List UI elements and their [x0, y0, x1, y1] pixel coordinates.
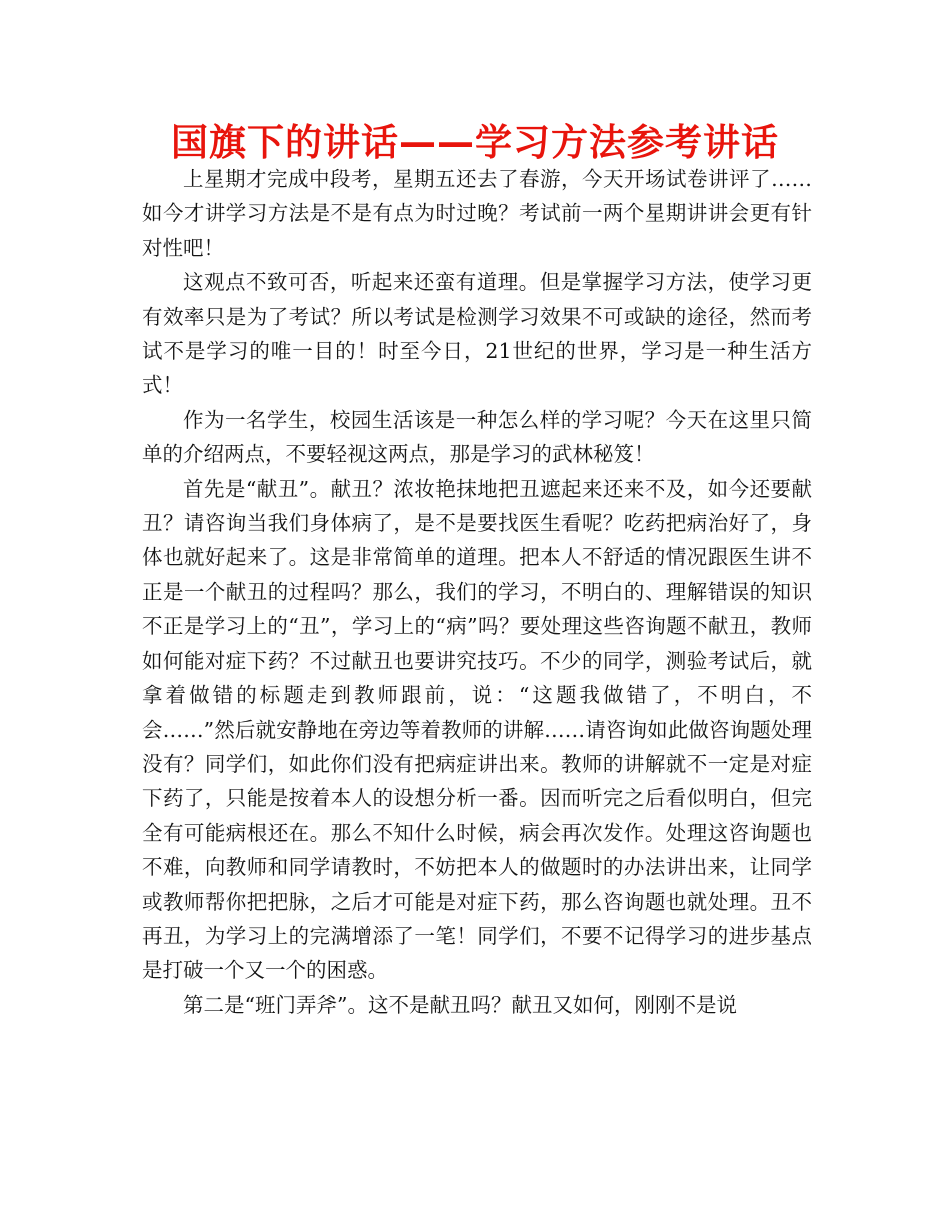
paragraph-3: 作为一名学生，校园生活该是一种怎么样的学习呢？今天在这里只简单的介绍两点，不要轻视这两点，那是学习的武林秘笈！ — [142, 407, 812, 467]
paragraph-2: 这观点不致可否，听起来还蛮有道理。但是掌握学习方法，使学习更有效率只是为了考试？所以考试是检测学习效果不可或缺的途径，然而考试不是学习的唯一目的！时至今日，21世纪的世界，学习是一种生活方式！ — [142, 270, 812, 398]
document-body — [142, 162, 812, 1022]
paragraph-5: 第二是“班门弄斧”。这不是献丑吗？献丑又如何，刚刚不是说 — [183, 992, 737, 1017]
page-title: 国旗下的讲话——学习方法参考讲话 — [171, 121, 779, 164]
paragraph-4: 首先是“献丑”。献丑？浓妆艳抹地把丑遮起来还来不及，如今还要献丑？请咨询当我们身体病了，是不是要找医生看呢？吃药把病治好了，身体也就好起来了。这是非常简单的道理。把本人不舒适的情况跟医生讲不正是一个献丑的过程吗？那么，我们的学习，不明白的、理解错误的知识不正是学习上的“丑”，学习上的“病”吗？要处理这些咨询题不献丑，教师如何能对症下药？不过献丑也要讲究技巧。不少的同学，测验考试后，就拿着做错的标题走到教师跟前，说：“这题我做错了，不明白，不会……”然后就安静地在旁边等着教师的讲解……请咨询如此做咨询题处理没有？同学们，如此你们没有把病症讲出来。教师的讲解就不一定是对症下药了，只能是按着本人的设想分析一番。因而听完之后看似明白，但完全有可能病根还在。那么不知什么时候，病会再次发作。处理这咨询题也不难，向教师和同学请教时，不妨把本人的做题时的办法讲出来，让同学或教师帮你把把脉，之后才可能是对症下药，那么咨询题也就处理。丑不再丑，为学习上的完满增添了一笔！同学们，不要不记得学习的进步基点是打破一个又一个的困惑。 — [142, 476, 812, 983]
paragraph-1: 上星期才完成中段考，星期五还去了春游，今天开场试卷讲评了……如今才讲学习方法是不是有点为时过晚？考试前一两个星期讲讲会更有针对性吧！ — [142, 167, 812, 260]
